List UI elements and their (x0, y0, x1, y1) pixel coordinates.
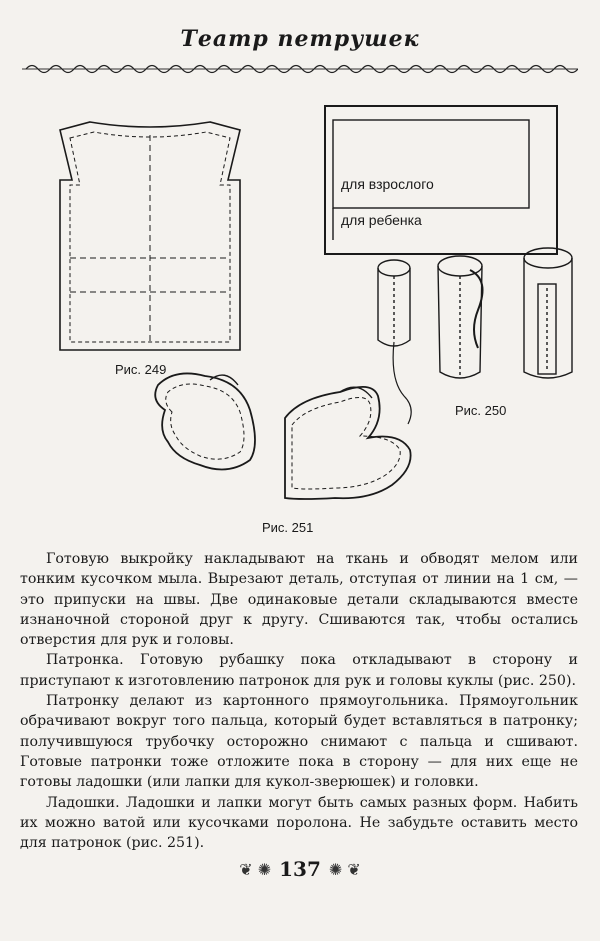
page-number: 137 (279, 857, 321, 881)
ornament-right-icon: ✺ ❦ (328, 859, 361, 879)
page-header-title: Театр петрушек (180, 26, 420, 52)
shirt-pattern-drawing (60, 122, 240, 350)
paragraph-patronka-making: Патронку делают из картонного прямоугольника. Прямоугольник обрачивают вокруг того пальца, который будет вставляться в патронку; получившуюся трубочку осторожно снимают с пальца и сшивают. Готовые патронки тоже отложите пока в сторону — для них еще не готовы ладошки (или лапки для кукол-зверюшек) и головки. (20, 693, 578, 791)
paragraph-palms: Ладошки. Ладошки и лапки могут быть самых разных форм. Набить их можно ватой или кусочками поролона. Не забудьте оставить место для патронок (рис. 251). (20, 794, 578, 852)
header-ornament-divider (22, 62, 578, 76)
child-size-label: для ребенка (341, 212, 422, 228)
ornament-left-icon: ❦ ✺ (239, 859, 272, 879)
hand-patterns-drawing (155, 373, 410, 499)
finger-tubes-drawing (378, 248, 572, 424)
page-footer (0, 852, 600, 886)
paragraph-patronka-intro: Патронка. Готовую рубашку пока откладывают в сторону и приступают к изготовлению патронок для рук и головы куклы (рис. 250). (20, 652, 578, 689)
figure-250-caption: Рис. 250 (455, 403, 507, 418)
body-text (20, 549, 578, 853)
figure-249-caption: Рис. 249 (115, 362, 167, 377)
figure-251-caption: Рис. 251 (262, 520, 314, 535)
adult-size-label: для взрослого (341, 176, 434, 192)
paragraph-cutting: Готовую выкройку накладывают на ткань и обводят мелом или тонким кусочком мыла. Вырезают деталь, отступая от линии на 1 см, — это припуски на швы. Две одинаковые детали складываются вместе изнаночной стороной друг к другу. Сшиваются так, чтобы остались отверстия для рук и головы. (20, 551, 578, 649)
illustrations-area (0, 80, 600, 550)
